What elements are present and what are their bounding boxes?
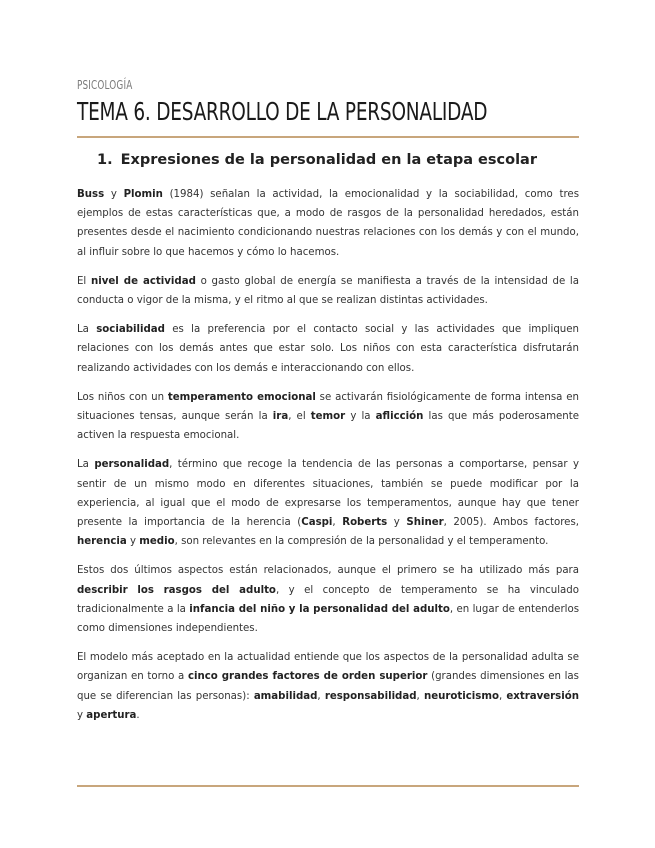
paragraph [77, 561, 579, 638]
bold-term: Buss [77, 189, 105, 200]
text-run: . [136, 709, 140, 721]
text-run: , son relevantes en la compresión de la personalidad y el temperamento. [174, 536, 549, 548]
text-run: se activarán fisiológicamente de forma intensa en situaciones tensas, aunque serán la [77, 391, 579, 423]
text-run: , 2005). Ambos factores, [443, 517, 579, 529]
paragraph [77, 185, 579, 262]
text-run: y [387, 517, 407, 529]
body-text [77, 185, 579, 735]
text-run: El modelo más aceptado en la actualidad entiende que los aspectos de la personalidad adulta se organizan en torno a [77, 652, 579, 683]
text-run: , término que recoge la tendencia de las personas a comportarse, pensar y sentir de un mismo modo en diferentes situaciones, también se puede modificar por la experiencia, al igual que el modo de expresarse los temperamentos, aunque hay que tener presente la importancia de la herencia ( [77, 459, 579, 529]
bold-term: aflicción [375, 411, 424, 423]
bold-term: neuroticismo [423, 690, 499, 702]
bold-term: Roberts [342, 517, 388, 529]
bold-term: Plomin [123, 189, 163, 200]
bold-term: sociabilidad [96, 324, 165, 336]
text-run: y [126, 536, 140, 548]
text-run: y la [345, 411, 376, 423]
section-heading [97, 152, 537, 168]
paragraph [77, 648, 579, 725]
text-run: , [332, 517, 343, 529]
text-run: , [498, 690, 507, 702]
bold-term: personalidad [94, 459, 170, 471]
bold-term: nivel de actividad [90, 275, 196, 287]
bold-term: temperamento emocional [167, 391, 316, 403]
bold-term: apertura [86, 709, 137, 721]
section-number: 1. [97, 152, 113, 168]
text-run: La [77, 324, 97, 336]
text-run: , y el concepto de temperamento se ha vinculado tradicionalmente a la [77, 584, 579, 615]
bold-term: responsabilidad [324, 690, 417, 702]
text-run: o gasto global de energía se manifiesta a través de la intensidad de la conducta o vigor de la misma, y el ritmo al que se realizan distintas actividades. [77, 275, 579, 307]
bold-term: cinco grandes factores de orden superior [187, 671, 428, 683]
text-run: , el [288, 411, 311, 423]
footer-divider [77, 785, 579, 787]
text-run: Los niños con un [77, 391, 168, 403]
subject-label: PSICOLOGÍA [77, 78, 133, 92]
paragraph [77, 455, 579, 551]
bold-term: herencia [77, 536, 127, 548]
title-divider [77, 136, 579, 138]
text-run: (1984) señalan la actividad, la emocionalidad y la sociabilidad, como tres ejemplos de estas características que, a modo de rasgos de la personalidad heredados, están presentes desde el nacimiento condicionando nuestras relaciones con los demás y con el mundo, al influir sobre lo que hacemos y cómo lo hacemos. [77, 189, 579, 258]
text-run: es la preferencia por el contacto social y las actividades que impliquen relaciones con los demás antes que estar solo. Los niños con esta característica disfrutarán realizando actividades con los demás e interaccionando con ellos. [77, 324, 579, 374]
bold-term: medio [139, 536, 175, 548]
text-run: , [416, 690, 424, 702]
bold-term: temor [310, 411, 346, 423]
section-heading-text: Expresiones de la personalidad en la etapa escolar [120, 152, 537, 168]
bold-term: extraversión [506, 690, 579, 702]
paragraph [77, 272, 579, 310]
text-run: (grandes dimensiones en las que se diferencian las personas): [77, 671, 579, 702]
paragraph [77, 388, 579, 446]
bold-term: describir los rasgos del adulto [77, 584, 276, 596]
bold-term: ira [272, 411, 289, 423]
text-run: Estos dos últimos aspectos están relacionados, aunque el primero se ha utilizado más para [77, 565, 579, 577]
paragraph [77, 320, 579, 378]
bold-term: infancia del niño y la personalidad del adulto [189, 603, 450, 615]
text-run: y [77, 709, 87, 721]
text-run: y [104, 189, 124, 200]
bold-term: Shiner [406, 517, 444, 529]
text-run: las que más poderosamente activen la respuesta emocional. [77, 411, 579, 442]
text-run: , [317, 690, 325, 702]
bold-term: Caspi [301, 517, 333, 529]
text-run: , en lugar de entenderlos como dimensiones independientes. [77, 603, 579, 635]
page-title: TEMA 6. DESARROLLO DE LA PERSONALIDAD [77, 97, 488, 126]
text-run: El [77, 275, 91, 287]
text-run: La [77, 459, 95, 471]
bold-term: amabilidad [253, 690, 318, 702]
